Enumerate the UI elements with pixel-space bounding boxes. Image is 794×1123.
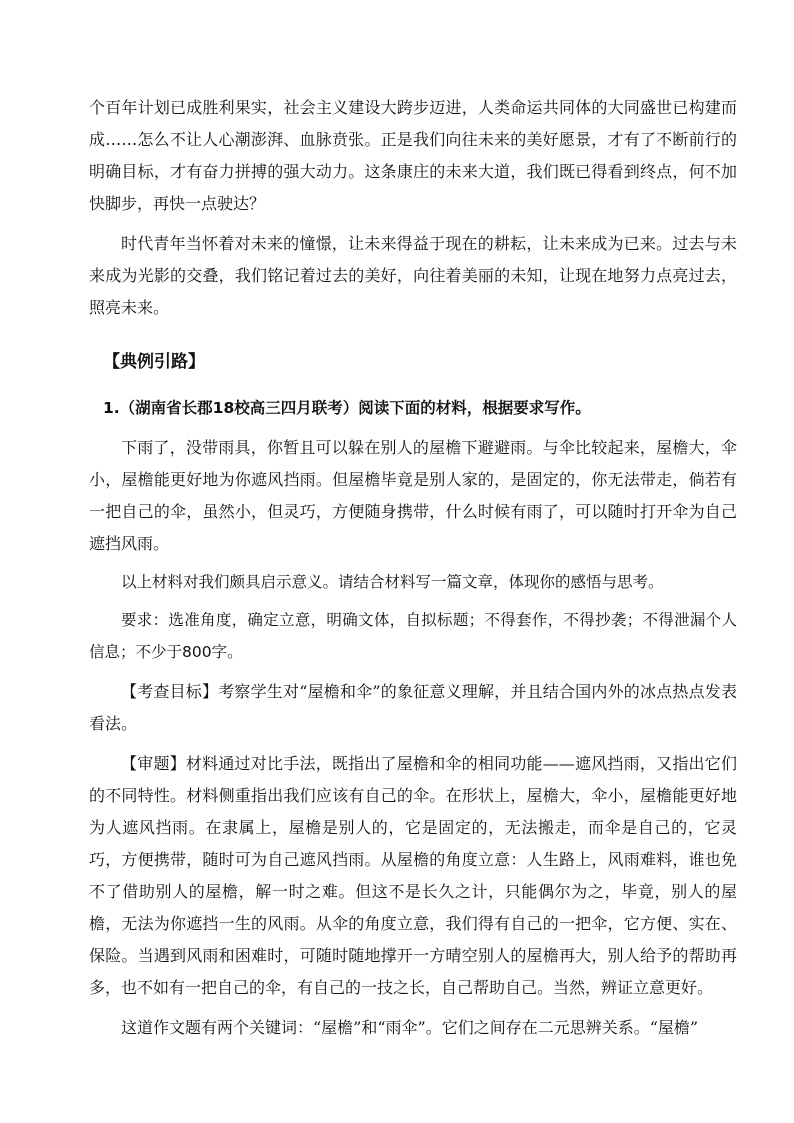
document-page <box>89 92 737 1044</box>
keyword-paragraph: 这道作文题有两个关键词：“屋檐”和“雨伞”。它们之间存在二元思辨关系。“屋檐” <box>121 1018 699 1037</box>
material-paragraph: 下雨了，没带雨具，你暂且可以躲在别人的屋檐下避避雨。与伞比较起来，屋檐大，伞小，屋檐能更好地为你遮风挡雨。但屋檐毕竟是别人家的，是固定的，你无法带走，倘若有一把自己的伞，虽然小，但灵巧，方便随身携带，什么时候有雨了，可以随时打开伞为自己遮挡风雨。 <box>89 438 737 553</box>
question-title: 1.（湖南省长郡18校高三四月联考）阅读下面的材料，根据要求写作。 <box>103 399 591 417</box>
essay-paragraph-2: 时代青年当怀着对未来的憧憬，让未来得益于现在的耕耘，让未来成为已来。过去与未来成为光影的交叠，我们铭记着过去的美好，向往着美丽的未知，让现在地努力点亮过去，照亮未来。 <box>89 234 737 317</box>
topic-analysis-paragraph: 【审题】材料通过对比手法，既指出了屋檐和伞的相同功能——遮风挡雨，又指出它们的不同特性。材料侧重指出我们应该有自己的伞。在形状上，屋檐大，伞小，屋檐能更好地为人遮风挡雨。在隶属上，屋檐是别人的，它是固定的，无法搬走，而伞是自己的，它灵巧，方便携带，随时可为自己遮风挡雨。从屋檐的角度立意：人生路上，风雨难料，谁也免不了借助别人的屋檐，解一时之难。但这不是长久之计，只能偶尔为之，毕竟，别人的屋檐，无法为你遮挡一生的风雨。从伞的角度立意，我们得有自己的一把伞，它方便、实在、保险。当遇到风雨和困难时，可随时随地撑开一方晴空别人的屋檐再大，别人给予的帮助再多，也不如有一把自己的伞，有自己的一技之长，自己帮助自己。当然，辨证立意更好。 <box>89 754 737 997</box>
requirements-paragraph: 要求：选准角度，确定立意，明确文体，自拟标题；不得套作，不得抄袭；不得泄漏个人信息；不少于800字。 <box>89 611 737 661</box>
instruction-paragraph: 以上材料对我们颇具启示意义。请结合材料写一篇文章，体现你的感悟与思考。 <box>121 573 664 591</box>
essay-paragraph-1: 个百年计划已成胜利果实，社会主义建设大跨步迈进，人类命运共同体的大同盛世已构建而成……怎么不让人心潮澎湃、血脉贲张。正是我们向往未来的美好愿景，才有了不断前行的明确目标，才有奋力拼搏的强大动力。这条康庄的未来大道，我们既已得看到终点，何不加快脚步，再快一点驶达？ <box>89 98 737 213</box>
section-heading: 【典例引路】 <box>103 352 205 372</box>
exam-objective-paragraph: 【考查目标】考察学生对“屋檐和伞”的象征意义理解，并且结合国内外的冰点热点发表看法。 <box>89 682 737 733</box>
